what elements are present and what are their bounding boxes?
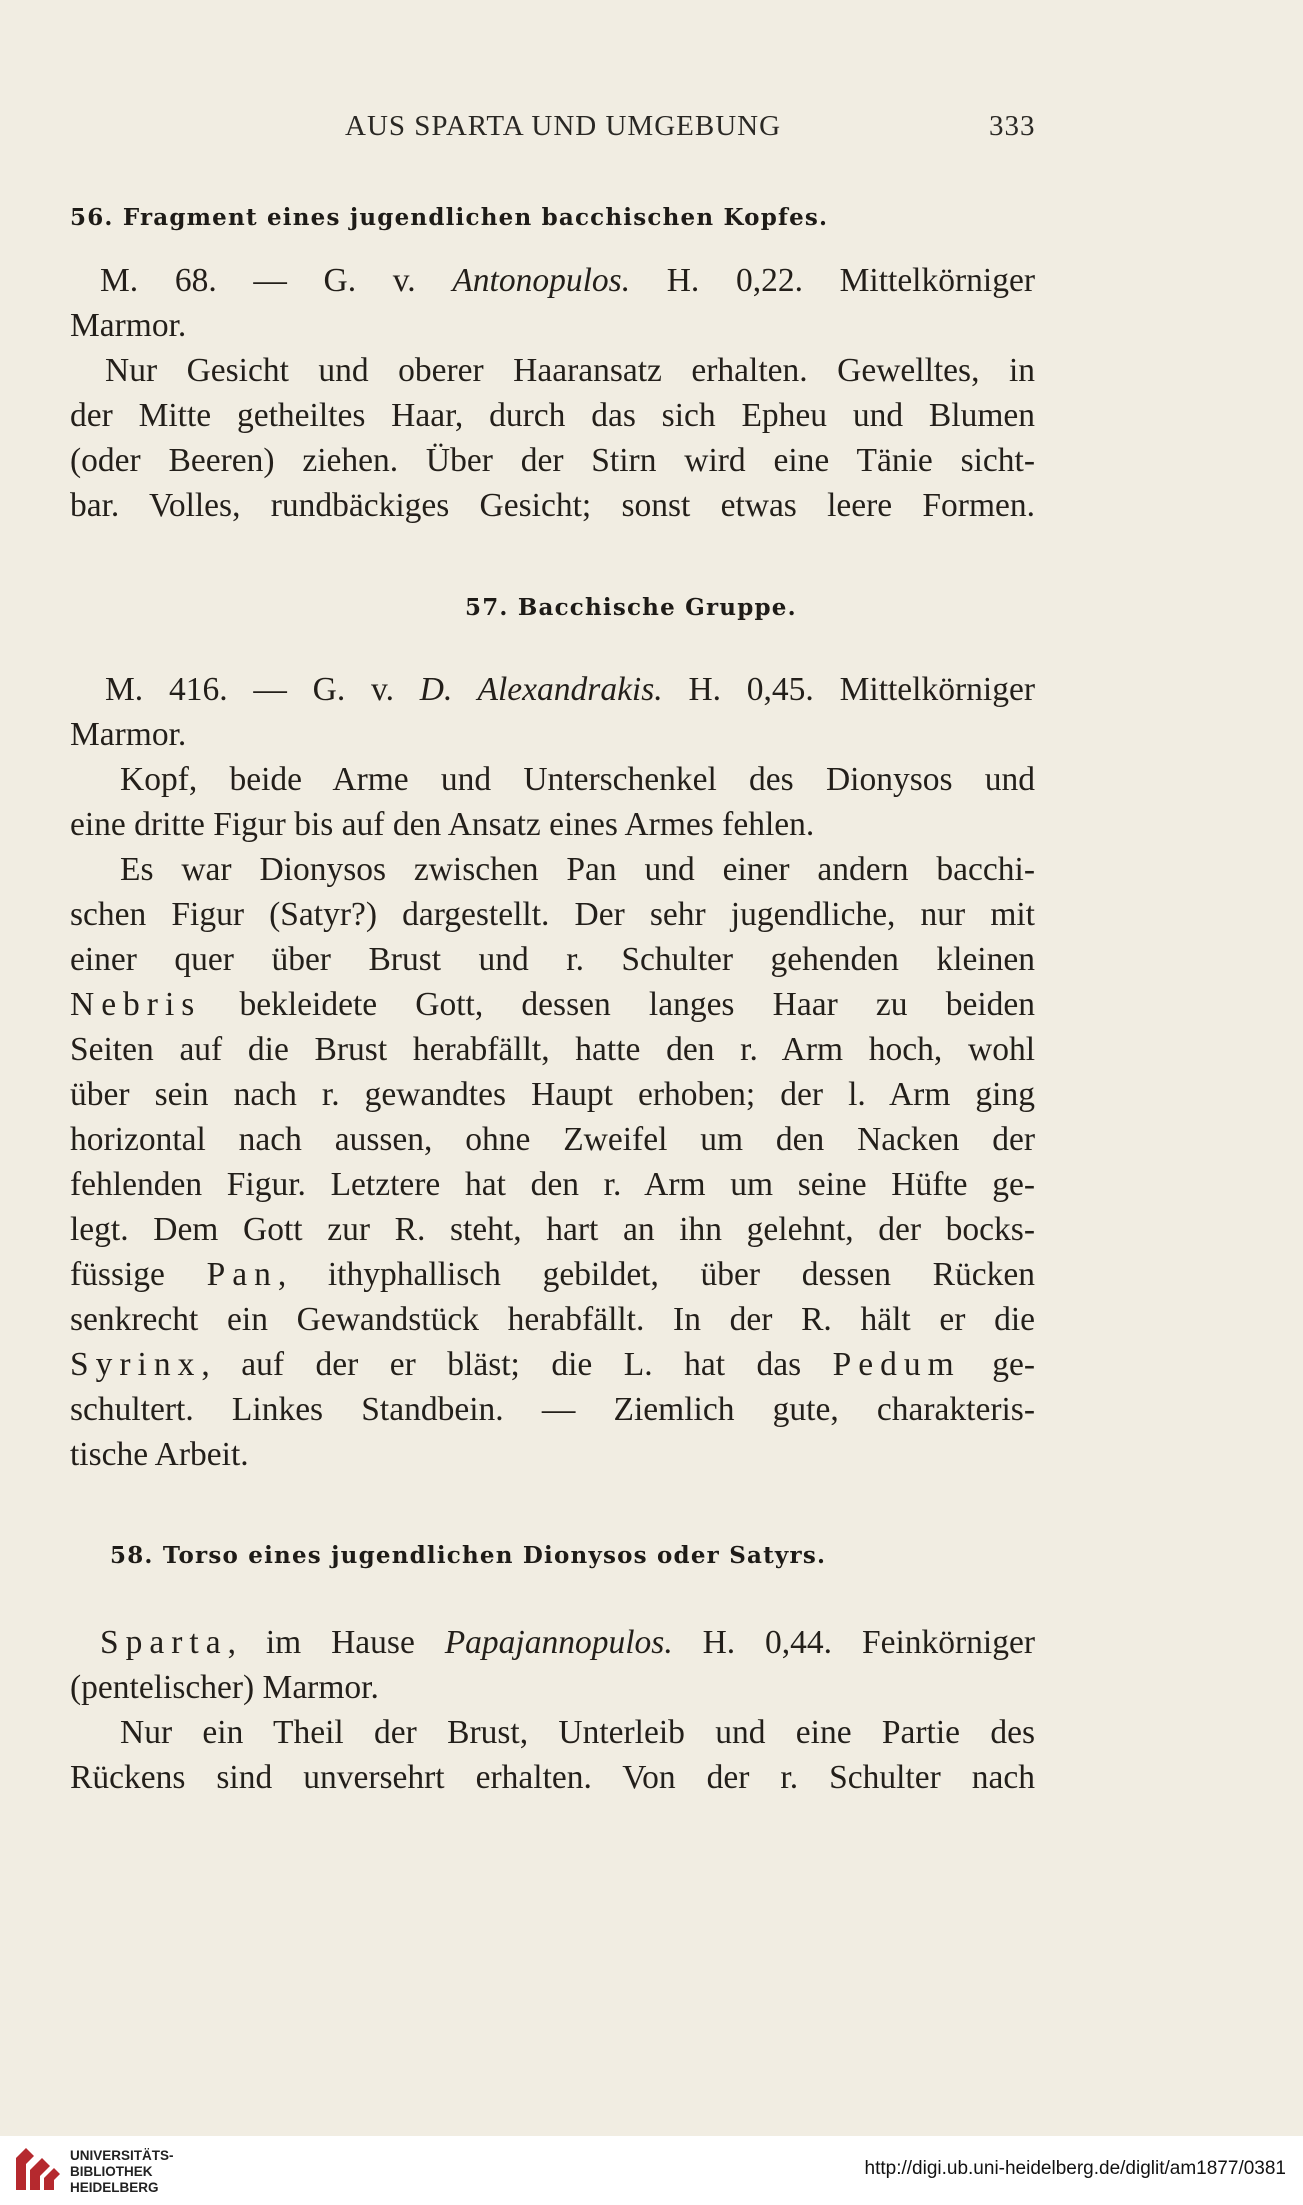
- running-title: AUS SPARTA UND UMGEBUNG: [345, 110, 782, 142]
- text-line: fehlenden Figur. Letztere hat den r. Arm um seine Hüfte ge-: [70, 1166, 1035, 1203]
- entry-57: [70, 588, 1035, 628]
- text-line: Kopf, beide Arme und Unterschenkel des Dionysos und: [120, 761, 1035, 798]
- text-line: horizontal nach aussen, ohne Zweifel um den Nacken der: [70, 1121, 1035, 1158]
- entry-56-body: [70, 258, 1035, 528]
- text-line: Es war Dionysos zwischen Pan und einer andern bacchi-: [120, 851, 1035, 888]
- text-line: Syrinx, auf der er bläst; die L. hat das Pedum ge-: [70, 1346, 1036, 1383]
- university-logo-icon: [12, 2144, 64, 2196]
- text-line: senkrecht ein Gewandstück herabfällt. In der R. hält er die: [70, 1301, 1035, 1338]
- text-line: Seiten auf die Brust herabfällt, hatte den r. Arm hoch, wohl: [70, 1031, 1035, 1068]
- text-line: der Mitte getheiltes Haar, durch das sich Epheu und Blumen: [70, 397, 1035, 434]
- text-line: (pentelischer) Marmor.: [70, 1669, 379, 1706]
- entry-57-body: [70, 667, 1035, 1477]
- viewer-footer: [0, 2136, 1303, 2205]
- text-line: schultert. Linkes Standbein. — Ziemlich gute, charakteris-: [70, 1391, 1035, 1428]
- text-line: (oder Beeren) ziehen. Über der Stirn wird eine Tänie sicht-: [70, 442, 1035, 479]
- text-line: über sein nach r. gewandtes Haupt erhoben; der l. Arm ging: [70, 1076, 1035, 1113]
- page-number: 333: [989, 110, 1036, 142]
- text-line: Sparta, im Hause Papajannopulos. H. 0,44. Feinkörniger: [100, 1624, 1035, 1661]
- entry-heading: 56. Fragment eines jugendlichen bacchischen Kopfes.: [70, 204, 829, 231]
- text-line: bar. Volles, rundbäckiges Gesicht; sonst etwas leere Formen.: [70, 487, 1035, 524]
- text-line: Nur ein Theil der Brust, Unterleib und eine Partie des: [120, 1714, 1035, 1751]
- text-line: schen Figur (Satyr?) dargestellt. Der sehr jugendliche, nur mit: [70, 896, 1035, 933]
- library-name: UNIVERSITÄTS- BIBLIOTHEK HEIDELBERG: [70, 2148, 174, 2195]
- entry-56: [70, 198, 1035, 238]
- text-line: M. 416. — G. v. D. Alexandrakis. H. 0,45. Mittelkörniger: [105, 671, 1035, 708]
- entry-58-body: [70, 1620, 1035, 1800]
- text-line: Nur Gesicht und oberer Haaransatz erhalten. Gewelltes, in: [105, 352, 1035, 389]
- entry-heading: 57. Bacchische Gruppe.: [465, 594, 797, 621]
- text-line: Rückens sind unversehrt erhalten. Von der r. Schulter nach: [70, 1759, 1035, 1796]
- text-line: Marmor.: [70, 716, 187, 753]
- text-line: Nebris bekleidete Gott, dessen langes Haar zu beiden: [70, 986, 1035, 1023]
- text-line: füssige Pan, ithyphallisch gebildet, über dessen Rücken: [70, 1256, 1036, 1293]
- entry-58: [70, 1536, 1035, 1576]
- text-line: legt. Dem Gott zur R. steht, hart an ihn gelehnt, der bocks-: [70, 1211, 1035, 1248]
- text-line: tische Arbeit.: [70, 1436, 249, 1473]
- text-line: eine dritte Figur bis auf den Ansatz eines Armes fehlen.: [70, 806, 815, 843]
- entry-heading: 58. Torso eines jugendlichen Dionysos oder Satyrs.: [110, 1542, 827, 1569]
- text-line: einer quer über Brust und r. Schulter gehenden kleinen: [70, 941, 1035, 978]
- text-line: Marmor.: [70, 307, 187, 344]
- permalink-url[interactable]: http://digi.ub.uni-heidelberg.de/diglit/am1877/0381: [864, 2158, 1286, 2179]
- text-line: M. 68. — G. v. Antonopulos. H. 0,22. Mittelkörniger: [100, 262, 1035, 299]
